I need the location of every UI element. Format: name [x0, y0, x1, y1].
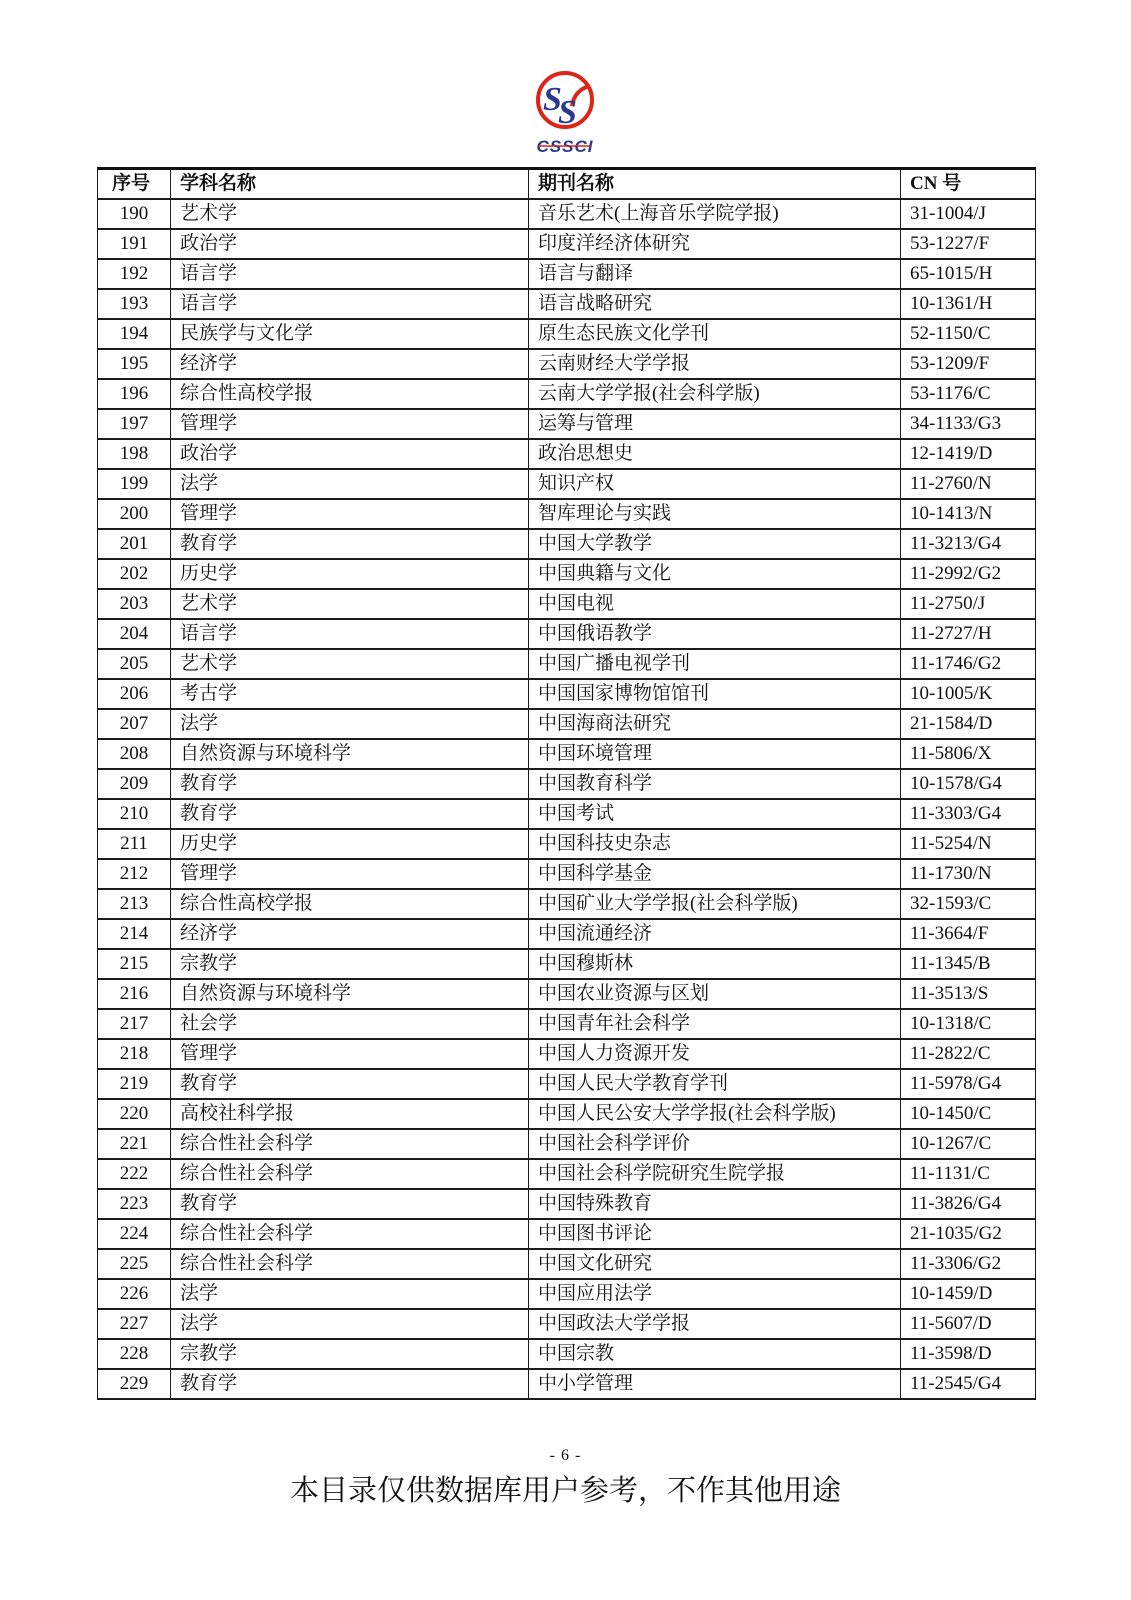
row-journal-name: 语言战略研究 — [529, 289, 901, 319]
row-journal-name: 中国海商法研究 — [529, 709, 901, 739]
row-journal-name: 中国图书评论 — [529, 1219, 901, 1249]
row-cn-number: 21-1035/G2 — [901, 1219, 1036, 1249]
table-row — [98, 1279, 1036, 1309]
table-row — [98, 1189, 1036, 1219]
journal-table — [97, 167, 1036, 1400]
row-serial-number: 227 — [98, 1309, 171, 1339]
row-journal-name: 中国俄语教学 — [529, 619, 901, 649]
table-row — [98, 1009, 1036, 1039]
table-header — [98, 169, 1036, 200]
row-cn-number: 11-3598/D — [901, 1339, 1036, 1369]
row-serial-number: 228 — [98, 1339, 171, 1369]
row-journal-name: 中国考试 — [529, 799, 901, 829]
row-discipline-name: 综合性社会科学 — [171, 1159, 529, 1189]
row-discipline-name: 高校社科学报 — [171, 1099, 529, 1129]
row-discipline-name: 宗教学 — [171, 949, 529, 979]
row-journal-name: 中国青年社会科学 — [529, 1009, 901, 1039]
row-serial-number: 200 — [98, 499, 171, 529]
row-discipline-name: 艺术学 — [171, 199, 529, 229]
table-row — [98, 259, 1036, 289]
table-row — [98, 679, 1036, 709]
row-serial-number: 206 — [98, 679, 171, 709]
monogram-letter-2: S — [558, 94, 577, 131]
row-cn-number: 11-3513/S — [901, 979, 1036, 1009]
table-row — [98, 979, 1036, 1009]
row-cn-number: 10-1413/N — [901, 499, 1036, 529]
row-discipline-name: 综合性高校学报 — [171, 889, 529, 919]
row-cn-number: 10-1318/C — [901, 1009, 1036, 1039]
row-journal-name: 原生态民族文化学刊 — [529, 319, 901, 349]
row-journal-name: 音乐艺术(上海音乐学院学报) — [529, 199, 901, 229]
row-serial-number: 222 — [98, 1159, 171, 1189]
row-journal-name: 中国文化研究 — [529, 1249, 901, 1279]
row-serial-number: 203 — [98, 589, 171, 619]
row-journal-name: 中国宗教 — [529, 1339, 901, 1369]
row-serial-number: 215 — [98, 949, 171, 979]
row-cn-number: 11-5607/D — [901, 1309, 1036, 1339]
row-serial-number: 197 — [98, 409, 171, 439]
header-cn-number: CN 号 — [901, 169, 1036, 200]
row-journal-name: 中国矿业大学学报(社会科学版) — [529, 889, 901, 919]
row-discipline-name: 综合性社会科学 — [171, 1129, 529, 1159]
row-discipline-name: 教育学 — [171, 769, 529, 799]
row-cn-number: 31-1004/J — [901, 199, 1036, 229]
cssci-logo-graphic — [495, 68, 635, 160]
table-row — [98, 859, 1036, 889]
row-journal-name: 中国人民大学教育学刊 — [529, 1069, 901, 1099]
table-row — [98, 1219, 1036, 1249]
table-row — [98, 409, 1036, 439]
row-discipline-name: 教育学 — [171, 1189, 529, 1219]
table-row — [98, 349, 1036, 379]
row-discipline-name: 教育学 — [171, 799, 529, 829]
row-discipline-name: 经济学 — [171, 349, 529, 379]
row-discipline-name: 管理学 — [171, 409, 529, 439]
row-serial-number: 202 — [98, 559, 171, 589]
table-row — [98, 1249, 1036, 1279]
row-serial-number: 229 — [98, 1369, 171, 1399]
row-journal-name: 中国流通经济 — [529, 919, 901, 949]
row-cn-number: 53-1227/F — [901, 229, 1036, 259]
row-serial-number: 190 — [98, 199, 171, 229]
row-journal-name: 语言与翻译 — [529, 259, 901, 289]
row-journal-name: 中国大学教学 — [529, 529, 901, 559]
row-serial-number: 201 — [98, 529, 171, 559]
row-cn-number: 11-3213/G4 — [901, 529, 1036, 559]
table-row — [98, 529, 1036, 559]
row-serial-number: 194 — [98, 319, 171, 349]
row-serial-number: 220 — [98, 1099, 171, 1129]
table-row — [98, 559, 1036, 589]
row-discipline-name: 法学 — [171, 469, 529, 499]
row-serial-number: 199 — [98, 469, 171, 499]
table-row — [98, 319, 1036, 349]
row-serial-number: 217 — [98, 1009, 171, 1039]
header-serial-number: 序号 — [98, 169, 171, 200]
row-cn-number: 11-1131/C — [901, 1159, 1036, 1189]
row-journal-name: 云南财经大学学报 — [529, 349, 901, 379]
table-row — [98, 379, 1036, 409]
row-serial-number: 219 — [98, 1069, 171, 1099]
row-discipline-name: 法学 — [171, 1309, 529, 1339]
table-row — [98, 229, 1036, 259]
row-serial-number: 213 — [98, 889, 171, 919]
row-serial-number: 204 — [98, 619, 171, 649]
row-cn-number: 10-1005/K — [901, 679, 1036, 709]
table-row — [98, 1129, 1036, 1159]
table-row — [98, 1039, 1036, 1069]
row-discipline-name: 综合性高校学报 — [171, 379, 529, 409]
table-row — [98, 619, 1036, 649]
header-journal-name: 期刊名称 — [529, 169, 901, 200]
row-journal-name: 中国电视 — [529, 589, 901, 619]
table-row — [98, 589, 1036, 619]
row-cn-number: 11-5806/X — [901, 739, 1036, 769]
row-discipline-name: 历史学 — [171, 559, 529, 589]
row-journal-name: 中国环境管理 — [529, 739, 901, 769]
table-row — [98, 1339, 1036, 1369]
row-serial-number: 218 — [98, 1039, 171, 1069]
row-cn-number: 11-5254/N — [901, 829, 1036, 859]
row-cn-number: 65-1015/H — [901, 259, 1036, 289]
row-serial-number: 207 — [98, 709, 171, 739]
monogram-letter-1: S — [543, 81, 562, 118]
row-journal-name: 云南大学学报(社会科学版) — [529, 379, 901, 409]
row-journal-name: 中国教育科学 — [529, 769, 901, 799]
row-cn-number: 10-1459/D — [901, 1279, 1036, 1309]
table-row — [98, 799, 1036, 829]
row-journal-name: 政治思想史 — [529, 439, 901, 469]
row-discipline-name: 管理学 — [171, 499, 529, 529]
row-journal-name: 中国穆斯林 — [529, 949, 901, 979]
row-cn-number: 11-3306/G2 — [901, 1249, 1036, 1279]
row-journal-name: 中国科学基金 — [529, 859, 901, 889]
row-serial-number: 225 — [98, 1249, 171, 1279]
row-serial-number: 193 — [98, 289, 171, 319]
row-cn-number: 53-1209/F — [901, 349, 1036, 379]
row-serial-number: 211 — [98, 829, 171, 859]
row-serial-number: 192 — [98, 259, 171, 289]
table-row — [98, 829, 1036, 859]
row-cn-number: 10-1578/G4 — [901, 769, 1036, 799]
row-cn-number: 10-1361/H — [901, 289, 1036, 319]
row-serial-number: 191 — [98, 229, 171, 259]
row-cn-number: 11-1746/G2 — [901, 649, 1036, 679]
row-cn-number: 11-2545/G4 — [901, 1369, 1036, 1399]
row-discipline-name: 政治学 — [171, 229, 529, 259]
row-cn-number: 34-1133/G3 — [901, 409, 1036, 439]
row-cn-number: 11-5978/G4 — [901, 1069, 1036, 1099]
row-journal-name: 中国科技史杂志 — [529, 829, 901, 859]
journal-table-container — [97, 167, 1035, 1400]
row-discipline-name: 综合性社会科学 — [171, 1249, 529, 1279]
table-row — [98, 469, 1036, 499]
table-row — [98, 1309, 1036, 1339]
row-serial-number: 223 — [98, 1189, 171, 1219]
table-row — [98, 499, 1036, 529]
row-cn-number: 11-3664/F — [901, 919, 1036, 949]
row-discipline-name: 教育学 — [171, 1369, 529, 1399]
row-journal-name: 印度洋经济体研究 — [529, 229, 901, 259]
row-serial-number: 209 — [98, 769, 171, 799]
table-body — [98, 199, 1036, 1399]
row-journal-name: 中国应用法学 — [529, 1279, 901, 1309]
row-cn-number: 11-3303/G4 — [901, 799, 1036, 829]
row-discipline-name: 经济学 — [171, 919, 529, 949]
row-serial-number: 210 — [98, 799, 171, 829]
row-cn-number: 10-1267/C — [901, 1129, 1036, 1159]
row-journal-name: 中国社会科学院研究生院学报 — [529, 1159, 901, 1189]
table-row — [98, 709, 1036, 739]
row-cn-number: 11-1345/B — [901, 949, 1036, 979]
row-discipline-name: 自然资源与环境科学 — [171, 979, 529, 1009]
row-serial-number: 208 — [98, 739, 171, 769]
row-cn-number: 11-2822/C — [901, 1039, 1036, 1069]
wordmark-text: CSSCI — [536, 137, 594, 156]
row-journal-name: 中国广播电视学刊 — [529, 649, 901, 679]
row-discipline-name: 语言学 — [171, 289, 529, 319]
row-cn-number: 11-2992/G2 — [901, 559, 1036, 589]
table-row — [98, 1069, 1036, 1099]
row-journal-name: 中小学管理 — [529, 1369, 901, 1399]
row-serial-number: 205 — [98, 649, 171, 679]
row-discipline-name: 社会学 — [171, 1009, 529, 1039]
row-journal-name: 中国社会科学评价 — [529, 1129, 901, 1159]
table-row — [98, 769, 1036, 799]
row-discipline-name: 管理学 — [171, 859, 529, 889]
row-serial-number: 195 — [98, 349, 171, 379]
row-journal-name: 运筹与管理 — [529, 409, 901, 439]
row-serial-number: 221 — [98, 1129, 171, 1159]
row-journal-name: 中国人民公安大学学报(社会科学版) — [529, 1099, 901, 1129]
row-discipline-name: 考古学 — [171, 679, 529, 709]
row-discipline-name: 教育学 — [171, 529, 529, 559]
row-discipline-name: 宗教学 — [171, 1339, 529, 1369]
row-cn-number: 11-1730/N — [901, 859, 1036, 889]
row-cn-number: 11-3826/G4 — [901, 1189, 1036, 1219]
table-row — [98, 949, 1036, 979]
page-number: - 6 - — [549, 1447, 582, 1464]
row-discipline-name: 艺术学 — [171, 589, 529, 619]
row-discipline-name: 法学 — [171, 709, 529, 739]
row-cn-number: 53-1176/C — [901, 379, 1036, 409]
row-cn-number: 10-1450/C — [901, 1099, 1036, 1129]
row-discipline-name: 自然资源与环境科学 — [171, 739, 529, 769]
table-row — [98, 649, 1036, 679]
table-row — [98, 1159, 1036, 1189]
header-row — [98, 169, 1036, 200]
row-cn-number: 11-2750/J — [901, 589, 1036, 619]
row-journal-name: 中国人力资源开发 — [529, 1039, 901, 1069]
row-discipline-name: 法学 — [171, 1279, 529, 1309]
row-discipline-name: 教育学 — [171, 1069, 529, 1099]
row-discipline-name: 综合性社会科学 — [171, 1219, 529, 1249]
row-journal-name: 中国国家博物馆馆刊 — [529, 679, 901, 709]
cssci-logo — [495, 68, 635, 160]
row-serial-number: 196 — [98, 379, 171, 409]
row-discipline-name: 历史学 — [171, 829, 529, 859]
row-serial-number: 216 — [98, 979, 171, 1009]
row-discipline-name: 政治学 — [171, 439, 529, 469]
table-row — [98, 289, 1036, 319]
row-cn-number: 12-1419/D — [901, 439, 1036, 469]
footer-note: 本目录仅供数据库用户参考，不作其他用途 — [289, 1475, 841, 1507]
table-row — [98, 1369, 1036, 1399]
row-serial-number: 198 — [98, 439, 171, 469]
row-serial-number: 226 — [98, 1279, 171, 1309]
row-discipline-name: 艺术学 — [171, 649, 529, 679]
row-cn-number: 21-1584/D — [901, 709, 1036, 739]
row-cn-number: 11-2727/H — [901, 619, 1036, 649]
table-row — [98, 439, 1036, 469]
row-journal-name: 知识产权 — [529, 469, 901, 499]
row-cn-number: 11-2760/N — [901, 469, 1036, 499]
cssci-wordmark — [537, 137, 594, 156]
row-cn-number: 32-1593/C — [901, 889, 1036, 919]
table-row — [98, 199, 1036, 229]
table-row — [98, 919, 1036, 949]
row-serial-number: 212 — [98, 859, 171, 889]
table-row — [98, 889, 1036, 919]
table-row — [98, 739, 1036, 769]
row-discipline-name: 管理学 — [171, 1039, 529, 1069]
row-journal-name: 中国农业资源与区划 — [529, 979, 901, 1009]
header-discipline-name: 学科名称 — [171, 169, 529, 200]
row-serial-number: 224 — [98, 1219, 171, 1249]
row-journal-name: 中国典籍与文化 — [529, 559, 901, 589]
table-row — [98, 1099, 1036, 1129]
row-discipline-name: 语言学 — [171, 619, 529, 649]
row-discipline-name: 语言学 — [171, 259, 529, 289]
row-journal-name: 智库理论与实践 — [529, 499, 901, 529]
row-serial-number: 214 — [98, 919, 171, 949]
row-journal-name: 中国特殊教育 — [529, 1189, 901, 1219]
row-journal-name: 中国政法大学学报 — [529, 1309, 901, 1339]
row-discipline-name: 民族学与文化学 — [171, 319, 529, 349]
row-cn-number: 52-1150/C — [901, 319, 1036, 349]
